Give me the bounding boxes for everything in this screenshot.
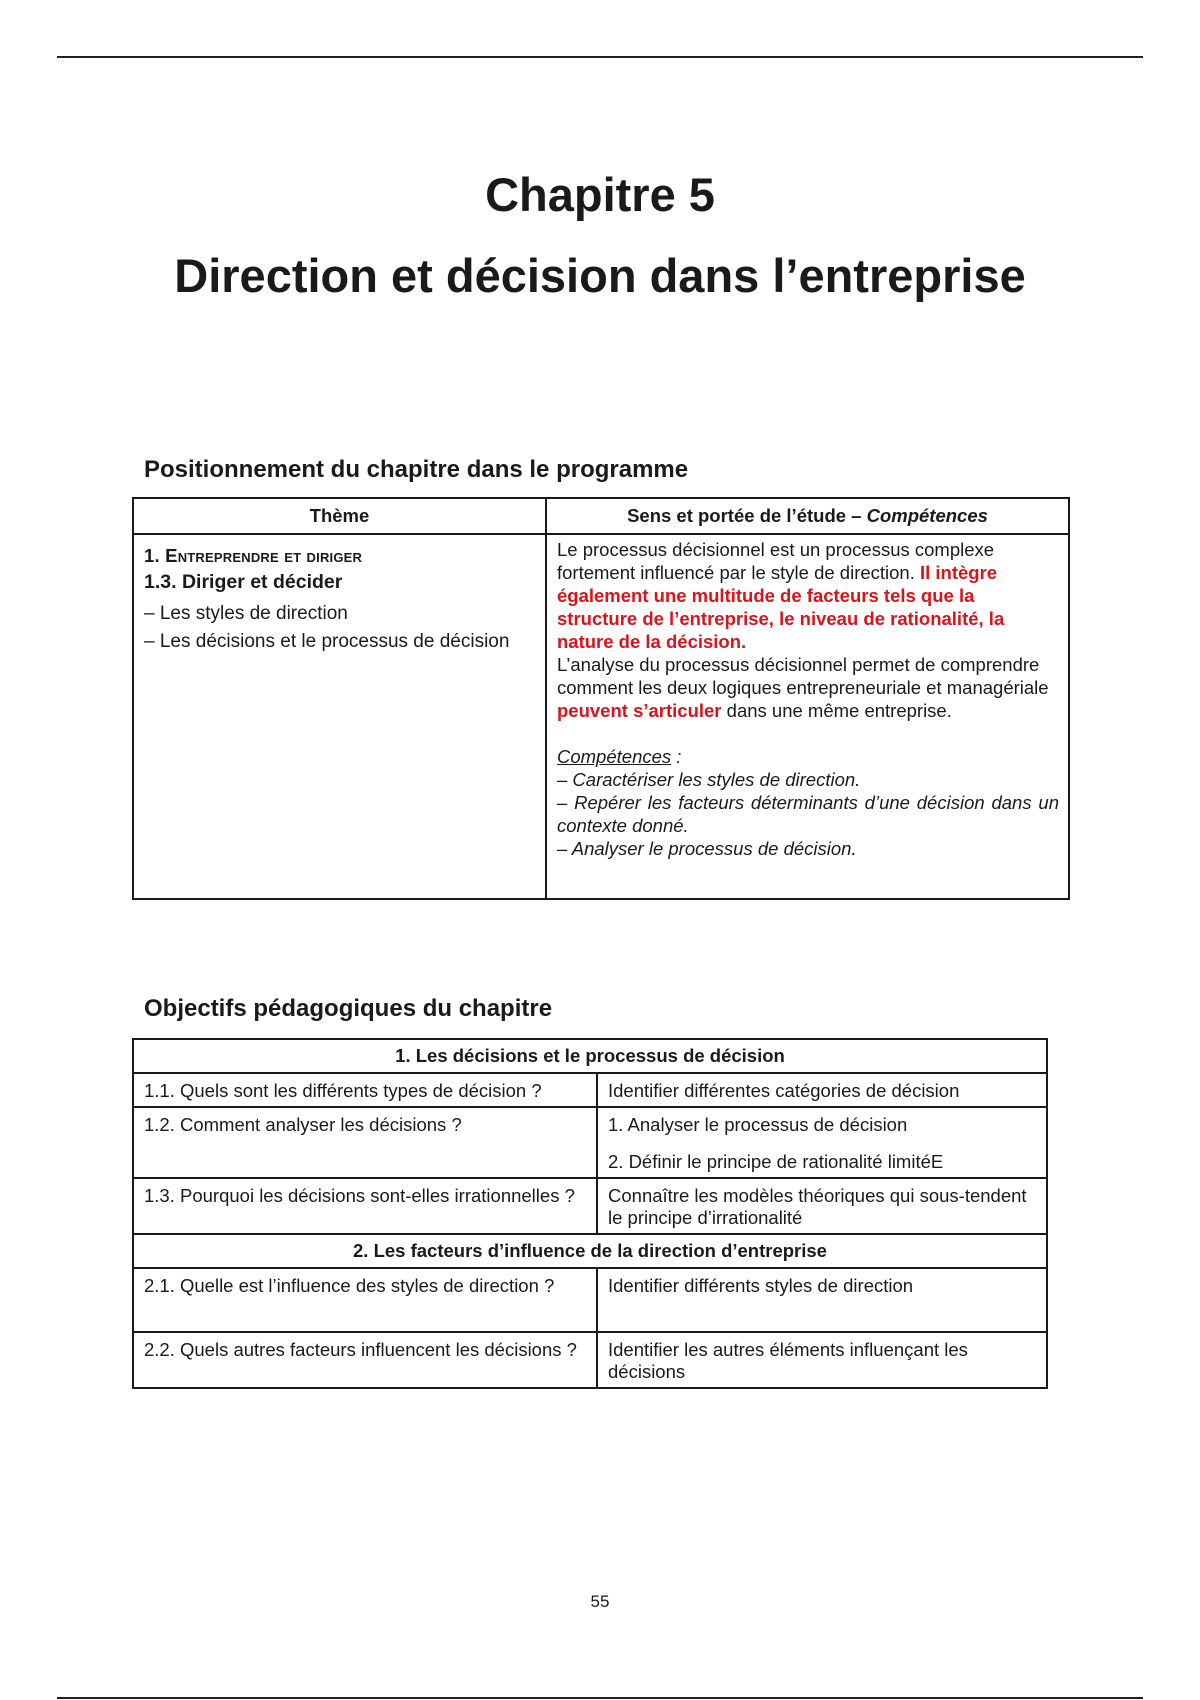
theme-subtitle: 1.3. Diriger et décider [144,571,343,593]
objective-question: 1.2. Comment analyser les décisions ? [133,1107,597,1178]
description-highlight: Il intègre également une multitude de facteurs tels que la structure de l’entreprise, le niveau de rationalité, la nature de la décision. [557,562,1005,652]
theme-cell [133,534,546,899]
objective-row [133,1332,1047,1388]
objective-answer-item: 2. Définir le principe de rationalité limitéE [608,1151,944,1172]
description-paragraph-2 [557,653,1059,722]
objectives-section-1: 1. Les décisions et le processus de décision [133,1039,1047,1073]
objective-row [133,1178,1047,1234]
objectives-section-row [133,1234,1047,1268]
objectives-heading: Objectifs pédagogiques du chapitre [144,995,553,1022]
positioning-header-row [133,498,1069,534]
page-number: 55 [590,1592,610,1611]
objective-answer: Identifier les autres éléments influençant les décisions [597,1332,1047,1388]
competence-item: – Analyser le processus de décision. [557,838,857,859]
objectives-table [132,1038,1048,1389]
description-text: Le processus décisionnel est un processus complexe fortement influencé par le style de direction. [557,539,995,583]
bottom-rule [57,1697,1143,1699]
theme-item: – Les styles de direction [144,603,348,624]
scope-cell [546,534,1069,899]
header-scope-competences: Compétences [866,505,988,526]
competence-item: – Repérer les facteurs déterminants d’une décision dans un contexte donné. [557,792,1059,836]
chapter-title: Direction et décision dans l’entreprise [174,249,1026,302]
objective-answer: Identifier différentes catégories de décision [597,1073,1047,1107]
positioning-body-row [133,534,1069,899]
header-theme: Thème [133,498,546,534]
competences-label [557,745,1059,768]
objective-row [133,1268,1047,1332]
top-rule [57,56,1143,58]
objective-question: 2.1. Quelle est l’influence des styles de direction ? [133,1268,597,1332]
objective-answer: Connaître les modèles théoriques qui sous-tendent le principe d’irrationalité [597,1178,1047,1234]
header-scope-text: Sens et portée de l’étude – [627,505,867,526]
objective-row [133,1107,1047,1178]
description-text: dans une même entreprise. [721,700,952,721]
competences-colon: : [671,746,682,767]
description-text: L’analyse du processus décisionnel permet de comprendre comment les deux logiques entrepreneuriale et managériale [557,654,1049,698]
chapter-number: Chapitre 5 [485,168,715,221]
description-highlight: peuvent s’articuler [557,700,722,721]
theme-title: 1. Entreprendre et diriger [144,545,363,566]
objective-question: 1.3. Pourquoi les décisions sont-elles irrationnelles ? [133,1178,597,1234]
positioning-table [132,497,1070,900]
objectives-section-row [133,1039,1047,1073]
objective-question: 2.2. Quels autres facteurs influencent les décisions ? [133,1332,597,1388]
competences-label-text: Compétences [557,746,672,767]
objectives-section-2: 2. Les facteurs d’influence de la direction d’entreprise [133,1234,1047,1268]
positioning-heading: Positionnement du chapitre dans le programme [144,456,689,483]
objective-answer: Identifier différents styles de direction [597,1268,1047,1332]
objective-question: 1.1. Quels sont les différents types de décision ? [133,1073,597,1107]
theme-item: – Les décisions et le processus de décision [144,631,510,652]
competence-item: – Caractériser les styles de direction. [557,769,861,790]
header-scope [546,498,1069,534]
objective-answer-item: 1. Analyser le processus de décision [608,1114,908,1135]
objective-row [133,1073,1047,1107]
objective-answer [597,1107,1047,1178]
description-paragraph-1 [557,538,1059,653]
spacer [557,722,1059,745]
